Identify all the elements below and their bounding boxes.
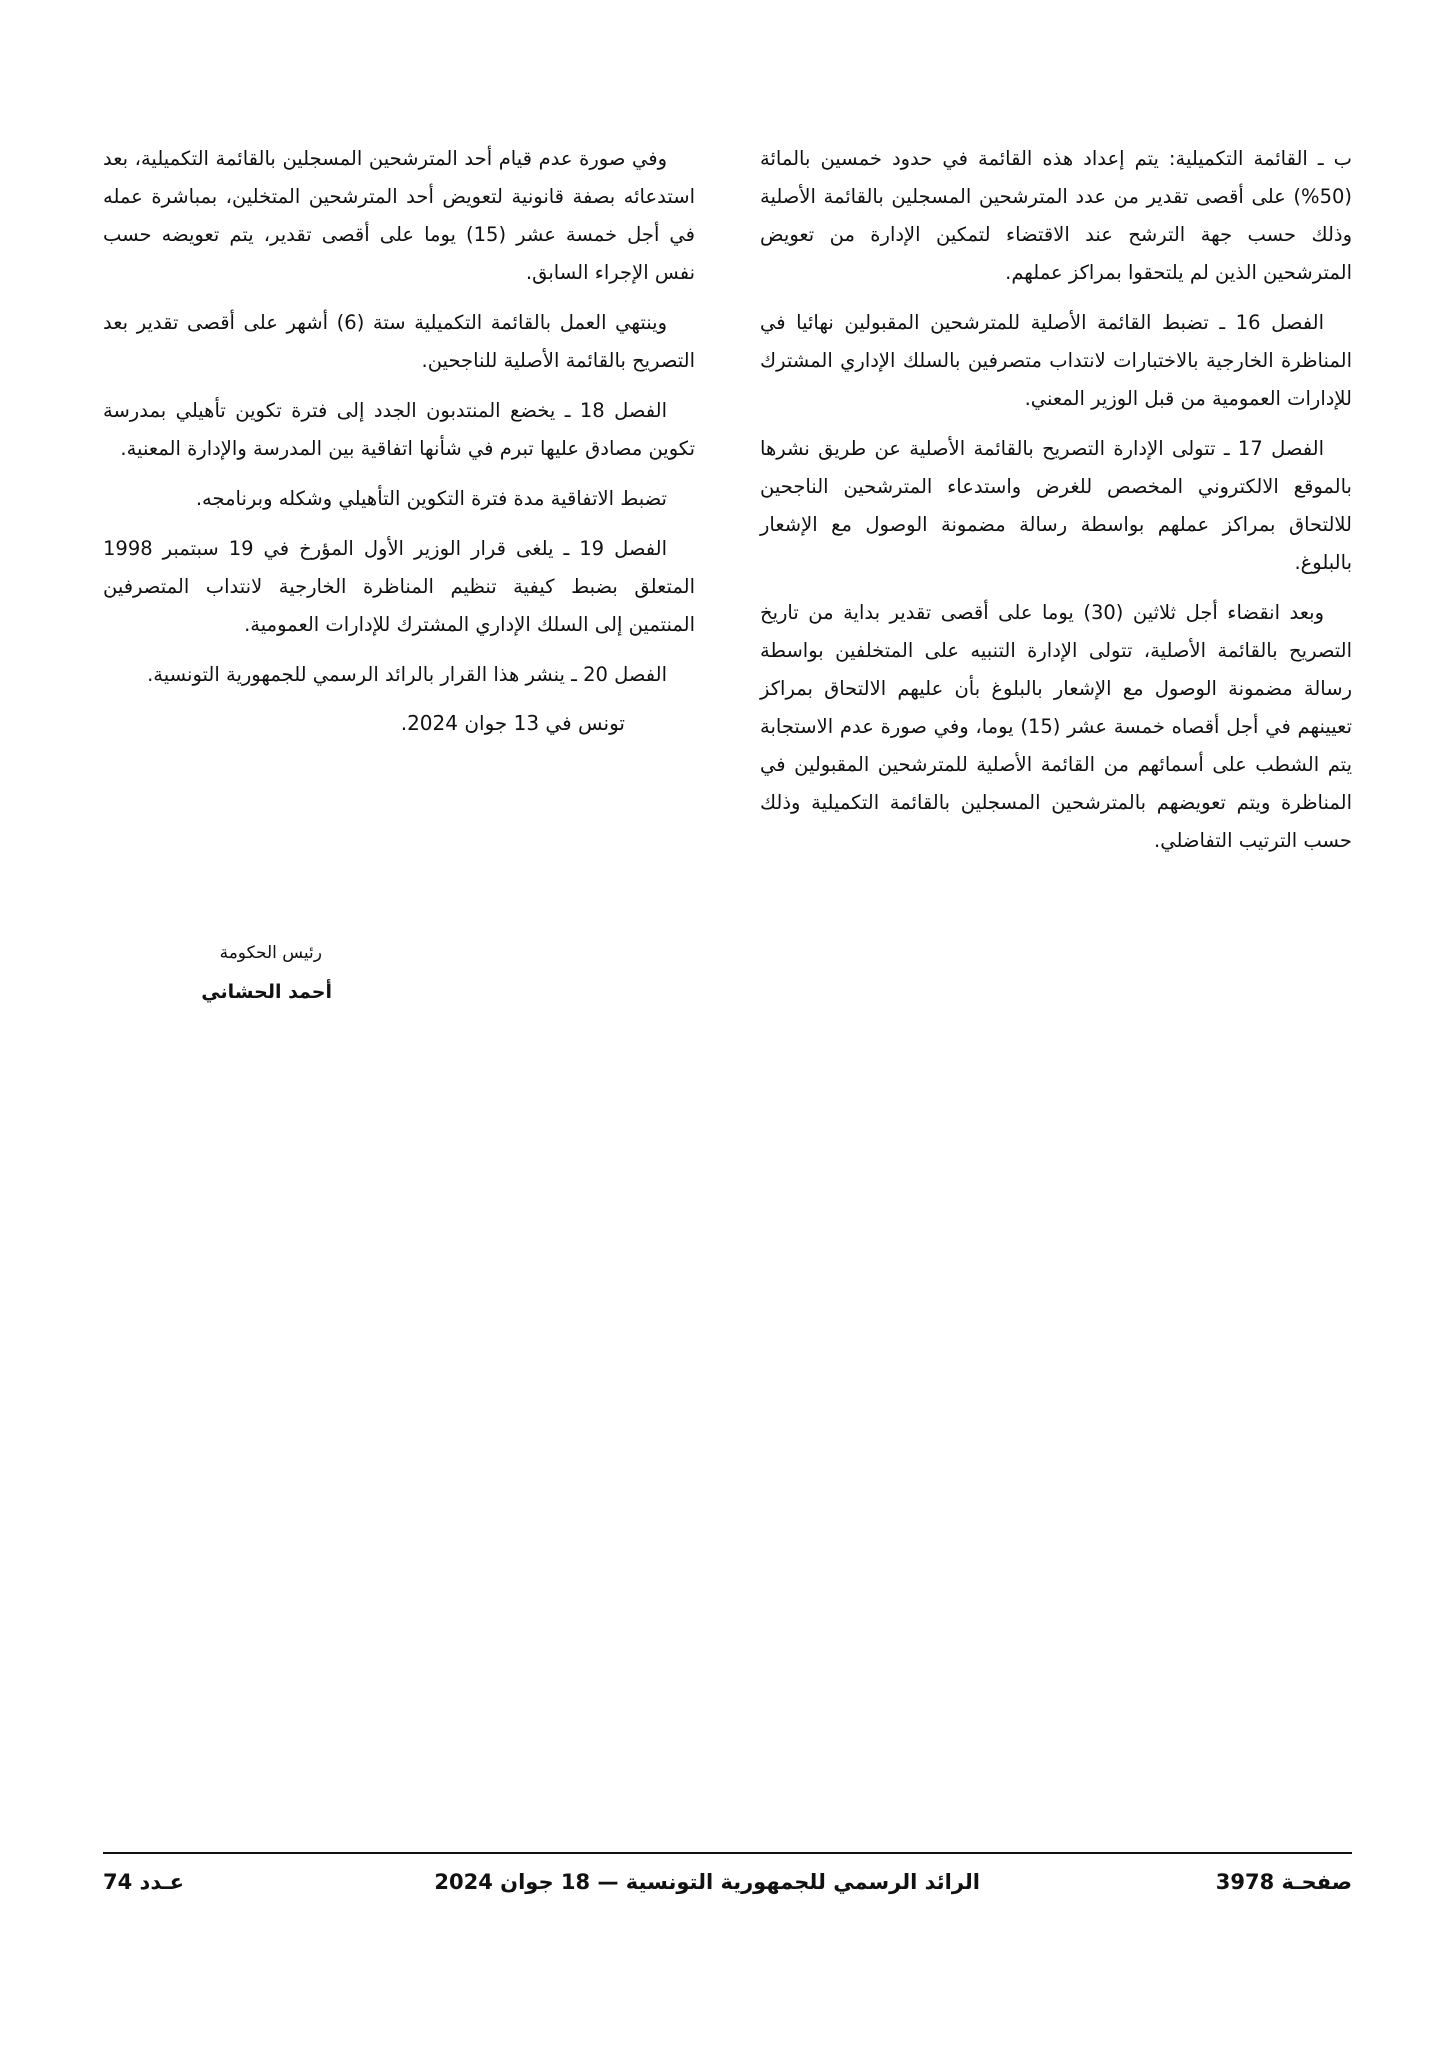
paragraph-article-17: الفصل 17 ـ تتولى الإدارة التصريح بالقائمة الأصلية عن طريق نشرها بالموقع الالكتروني المخصص للغرض واستدعاء المترشحين الناجحين للالتحاق بمراكز عملهم بواسطة رسالة مضمونة الوصول مع الإشعار بالبلوغ. xyxy=(760,437,1352,574)
left-column xyxy=(103,140,695,740)
paragraph-article-16: الفصل 16 ـ تضبط القائمة الأصلية للمترشحين المقبولين نهائيا في المناظرة الخارجية بالاختبارات لانتداب متصرفين بالسلك الإداري المشترك للإدارات العمومية من قبل الوزير المعني. xyxy=(760,311,1352,410)
signature-name: أحمد الحشاني xyxy=(201,981,332,1003)
footer-publication: الرائد الرسمي للجمهورية التونسية — 18 جوان 2024 xyxy=(434,1870,980,1894)
paragraph-convention: تضبط الاتفاقية مدة فترة التكوين التأهيلي وشكله وبرنامجه. xyxy=(195,487,667,510)
footer-divider xyxy=(103,1852,1352,1854)
paragraph-article-18: الفصل 18 ـ يخضع المنتدبون الجدد إلى فترة تكوين تأهيلي بمدرسة تكوين مصادق عليها تبرم في شأنها اتفاقية بين المدرسة والإدارة المعنية. xyxy=(103,399,695,460)
date-line: تونس في 13 جوان 2024. xyxy=(400,711,625,735)
paragraph-thirty-days: وبعد انقضاء أجل ثلاثين (30) يوما على أقصى تقدير بداية من تاريخ التصريح بالقائمة الأصلية، تتولى الإدارة التنبيه على المتخلفين بواسطة رسالة مضمونة الوصول مع الإشعار بالبلوغ بأن عليهم الالتحاق بمراكز تعيينهم في أجل أقصاه خمسة عشر (15) يوما، وفي صورة عدم الاستجابة يتم الشطب على أسمائهم من القائمة الأصلية للمترشحين المقبولين في المناظرة ويتم تعويضهم بالمترشحين المسجلين بالقائمة التكميلية وذلك حسب الترتيب التفاضلي. xyxy=(760,601,1353,852)
footer-page-number: صفحـة 3978 xyxy=(1215,1870,1352,1894)
right-column xyxy=(760,140,1352,872)
paragraph-article-19: الفصل 19 ـ يلغى قرار الوزير الأول المؤرخ في 19 سبتمبر 1998 المتعلق بضبط كيفية تنظيم المناظرة الخارجية لانتداب المتصرفين المنتمين إلى السلك الإداري المشترك للإدارات العمومية. xyxy=(103,537,695,636)
paragraph-replacement: وفي صورة عدم قيام أحد المترشحين المسجلين بالقائمة التكميلية، بعد استدعائه بصفة قانونية لتعويض أحد المترشحين المتخلين، بمباشرة عمله في أجل خمسة عشر (15) يوما على أقصى تقدير، يتم تعويضه حسب نفس الإجراء السابق. xyxy=(103,147,696,284)
paragraph-article-20: الفصل 20 ـ ينشر هذا القرار بالرائد الرسمي للجمهورية التونسية. xyxy=(147,663,667,686)
paragraph-list-expiry: وينتهي العمل بالقائمة التكميلية ستة (6) أشهر على أقصى تقدير بعد التصريح بالقائمة الأصلية للناجحين. xyxy=(103,311,695,372)
footer-issue-number: عـدد 74 xyxy=(103,1870,184,1894)
signature-block xyxy=(170,938,340,1010)
paragraph-complementary-list: ب ـ القائمة التكميلية: يتم إعداد هذه القائمة في حدود خمسين بالمائة (50%) على أقصى تقدير من عدد المترشحين المسجلين بالقائمة الأصلية وذلك حسب جهة الترشح عند الاقتضاء لتمكين الإدارة من تعويض المترشحين الذين لم يلتحقوا بمراكز عملهم. xyxy=(760,147,1352,284)
signature-title: رئيس الحكومة xyxy=(219,943,322,963)
